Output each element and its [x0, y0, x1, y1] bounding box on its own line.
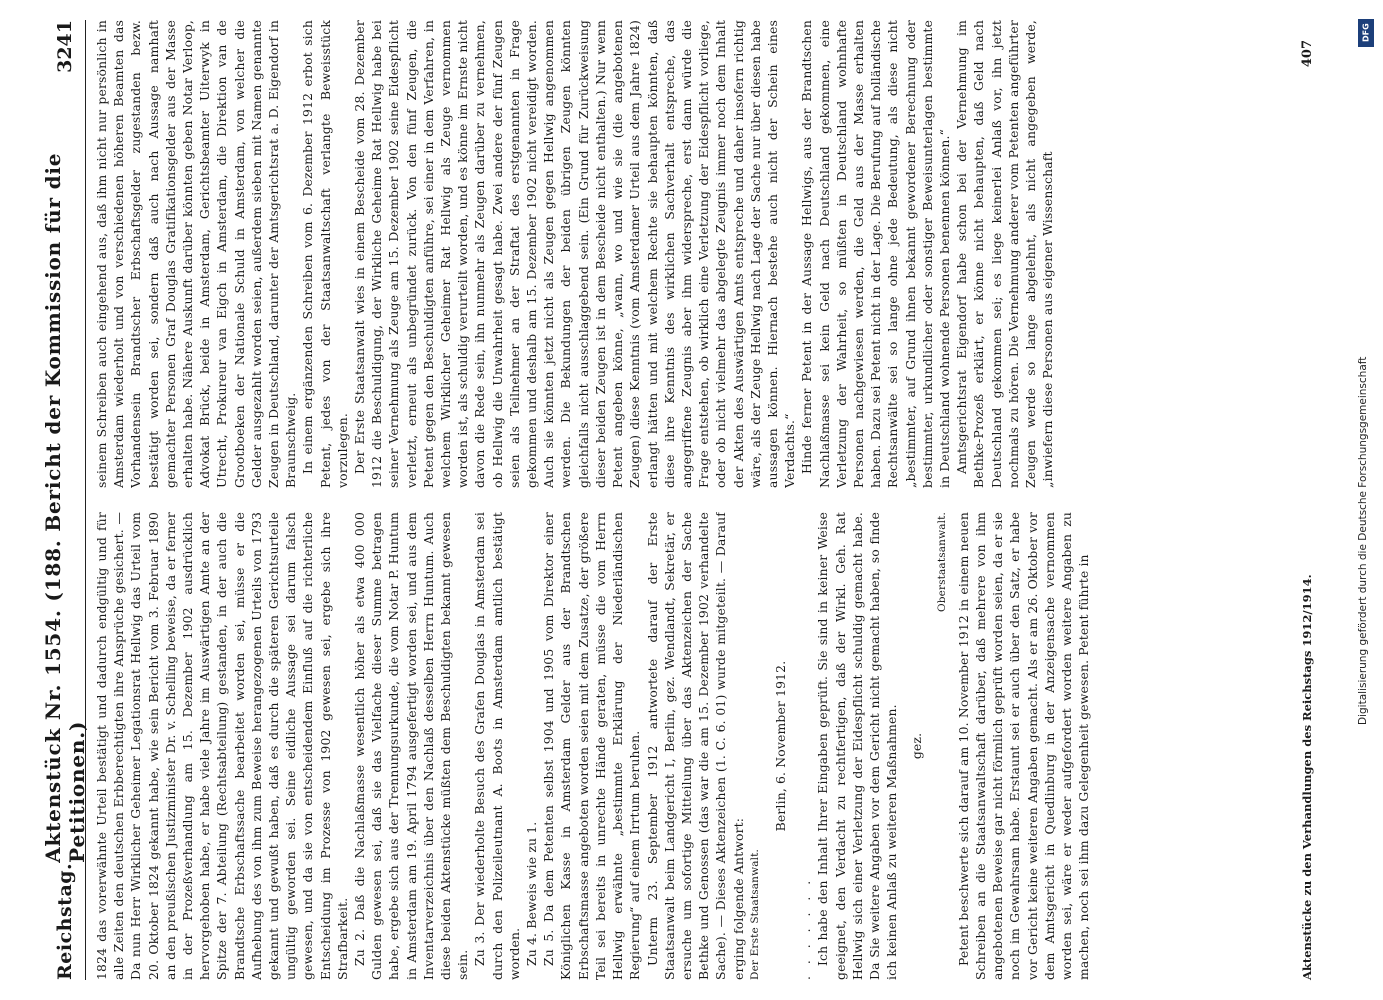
footer-source: Aktenstücke zu den Verhandlungen des Reichstags 1912/1914.: [1300, 574, 1314, 980]
paragraph: Zu 4. Beweis wie zu 1.: [524, 821, 540, 966]
page-footer: [1295, 20, 1319, 980]
dfg-logo: DFG: [1358, 19, 1374, 47]
paragraph: Amtsgerichtsrat Eigendorf habe schon bei der Vernehmung im Bethke-Prozeß erklärt, er könne nicht behaupten, daß Geld nach Deutschland gekommen sei; es liege keinerlei Anlaß vor, ihn jetzt nochmals zu hören. Die Vernehmung anderer vom Petenten angeführter Zeugen werde so lange abgelehnt, als nicht angegeben werde, „inwiefern diese Personen aus eigener Wissenschaft: [954, 20, 1056, 488]
page-header: [41, 20, 89, 980]
signature: Oberstaatsanwalt.: [935, 512, 948, 613]
gez-line: gez.: [909, 732, 925, 760]
paragraph: seinem Schreiben auch eingehend aus, daß ihm nicht nur persönlich in Amsterdam wiederholt und von verschiedenen höheren Beamten das Vorhandensein Brandtscher Erbschaftsgelder zugestanden bezw. bestätigt worden sei, sondern daß auch nach Aussage namhaft gemachter Personen Graf Douglas Gratifikationsgelder aus der Masse erhalten habe. Nähere Auskunft darüber könnten geben Notar Verloop, Advokat Brück, beide in Amsterdam, Gerichtsbeamter Uiterwyk in Utrecht, Prokureur van Eigch in Amsterdam, die Direktion van de Grootboeken der Nationale Schuld in Amsterdam, von welcher die Gelder ausgezahlt worden seien, außerdem sieben mit Namen genannte Zeugen in Deutschland, darunter der Amtsgerichtsrat a. D. Eigendorf in Braunschweig.: [94, 20, 299, 488]
digitization-credit: Digitalisierung gefördert durch die Deutsche Forschungsgemeinschaft: [1357, 356, 1369, 725]
paragraph: In einem ergänzenden Schreiben vom 6. Dezember 1912 erbot sich Petent, jedes von der Staatsanwaltschaft verlangte Beweisstück vorzulegen.: [300, 20, 350, 488]
paragraph: Hinde ferner Petent in der Aussage Hellwigs, aus der Brandtschen Nachlaßmasse sei kein Geld nach Deutschland gekommen, eine Verletzung der Wahrheit, so müßten in Deutschland wohnhafte Personen nachgewiesen werden, die Geld aus der Masse erhalten haben. Dazu sei Petent nicht in der Lage. Die Berufung auf holländische Rechtsanwälte sei so lange ohne jede Bedeutung, als diese nicht „bestimmter, auf Grund ihnen bekannt gewordener Berechnung oder bestimmter, urkundlicher oder sonstiger Beweisunterlagen bestimmte in Deutschland wohnende Personen benennen können.“: [799, 20, 952, 488]
right-column: [93, 20, 1283, 488]
sender-line: Der Erste Staatsanwalt.: [748, 848, 761, 980]
header-title: Aktenstück Nr. 1554. (188. Bericht der Kommission für die Petitionen.): [41, 152, 89, 863]
rotated-page: [41, 20, 1335, 980]
paragraph: Unterm 23. September 1912 antwortete darauf der Erste Staatsanwalt beim Landgericht I, Berlin, gez. Wendlandt, Sekretär, er ersuche um sofortige Mitteilung über das Aktenzeichen der Sache Bethke und Genossen (das war die am 15. Dezember 1902 verhandelte Sache). — Dieses Aktenzeichen (1. C. 6. 01) wurde mitgeteilt. — Darauf erging folgende Antwort:: [644, 512, 746, 980]
paragraph: Zu 2. Daß die Nachlaßmasse wesentlich höher als etwa 400 000 Gulden gewesen sei, daß sie das Vielfache dieser Summe betragen habe, ergebe sich aus der Trennungsurkunde, die vom Notar P. Huntum in Amsterdam am 19. April 1794 ausgefertigt worden sei, und aus dem Inventarverzeichnis über den Nachlaß desselben Herrn Huntum. Auch diese beiden Aktenstücke müßten dem Beschuldigten bekannt gewesen sein.: [352, 512, 471, 980]
paragraph: Der Erste Staatsanwalt wies in einem Bescheide vom 28. Dezember 1912 die Beschuldigung, der Wirkliche Geheime Rat Hellwig habe bei seiner Vernehmung als Zeuge am 15. Dezember 1902 seine Eidespflicht verletzt, erneut als unbegründet zurück. Von den fünf Zeugen, die Petent gegen den Beschuldigten anführe, sei einer in dem Verfahren, in welchem Wirklicher Geheimer Rat Hellwig als Zeuge vernommen worden ist, als schuldig verurteilt worden, und es könne im Ernste nicht davon die Rede sein, ihn nunmehr als Zeugen darüber zu vernehmen, ob Hellwig die Unwahrheit gesagt habe. Zwei andere der fünf Zeugen seien als Teilnehmer an der Straftat des erstgenannten in Frage gekommen und deshalb am 15. Dezember 1902 nicht vereidigt worden. Auch sie könnten jetzt nicht als Zeugen gegen Hellwig angenommen werden. Die Bekundungen der beiden übrigen Zeugen könnten gleichfalls nicht ausschlaggebend sein. (Ein Grund für Zurückweisung dieser beiden Zeugen ist in dem Bescheide nicht enthalten.) Nur wenn Petent angeben könne, „wann, wo und wie sie (die angebotenen Zeugen) diese Kenntnis (vom Amsterdamer Urteil aus dem Jahre 1824) erlangt hätten und mit welchem Rechte sie behaupten könnten, daß diese ihre Kenntnis des wirklichen Sachverhalt entspreche, das angegriffene Zeugnis aber ihm widerspreche, erst dann würde die Frage entstehen, ob wirklich eine Verletzung der Eidespflicht vorliege, oder ob nicht vielmehr das abgelegte Zeugnis immer noch dem Inhalt der Akten des Auswärtigen Amts entspreche und daher insofern richtig wäre, als der Zeuge Hellwig nach Lage der Sache nur über diesen habe aussagen können. Hiernach bestehe auch nicht der Schein eines Verdachts.“: [352, 20, 798, 488]
paragraph: Zu 5. Da dem Petenten selbst 1904 und 1905 vom Direktor einer Königlichen Kasse in Amsterdam Gelder aus der Brandtschen Erbschaftsmasse angeboten worden seien mit dem Zusatze, der größere Teil sei bereits in unrechte Hände geraten, müsse die vom Herrn Hellwig erwähnte „bestimmte Erklärung der Niederländischen Regierung“ auf einem Irrtum beruhen.: [541, 512, 643, 980]
paragraph: 1824 das vorerwähnte Urteil bestätigt und dadurch endgültig und für alle Zeiten den deutschen Erbberechtigten ihre Ansprüche gesichert. — Da nun Herr Wirklicher Geheimer Legationsrat Hellwig das Urteil vom 20. Oktober 1824 gekannt habe, wie sein Bericht vom 3. Februar 1890 an den preußischen Justizminister Dr. v. Schelling beweise, da er ferner in der Prozeßverhandlung am 15. Dezember 1902 ausdrücklich hervorgehoben habe, er habe viele Jahre im Auswärtigen Amte an der Spitze der 7. Abteilung (Rechtsabteilung) gestanden, in der auch die Brandtsche Erbschaftssache bearbeitet worden sei, müsse er die Aufhebung des von ihm zum Beweise herangezogenen Urteils von 1793 gekannt und gewußt haben, daß es durch die späteren Gerichtsurteile ungültig geworden sei. Seine eidliche Aussage sei darum falsch gewesen, und da sie von entscheidendem Einfluß auf die richterliche Entscheidung im Prozesse von 1902 gewesen sei, ergebe sich ihre Strafbarkeit.: [94, 512, 350, 980]
place-date: Berlin, 6. November 1912.: [772, 660, 788, 832]
paragraph: Zu 3. Der wiederholte Besuch des Grafen Douglas in Amsterdam sei durch den Polizeileutnant A. Boots in Amsterdam amtlich bestätigt worden.: [472, 512, 522, 980]
ellipsis-line: . . . . . . .: [798, 876, 814, 980]
digitization-sidebar: [1355, 15, 1381, 985]
header-left: Reichstag.: [54, 862, 76, 980]
text-columns: [93, 20, 1283, 980]
paragraph: Ich habe den Inhalt Ihrer Eingaben geprüft. Sie sind in keiner Weise geeignet, den Verdacht zu rechtfertigen, daß der Wirkl. Geh. Rat Hellwig sich einer Verletzung der Eidespflicht schuldig gemacht habe. Da Sie weitere Angaben vor dem Gericht nicht gemacht haben, so finde ich keinen Anlaß zu weiteren Maßnahmen.: [815, 512, 900, 980]
footer-page-number: 407: [1299, 40, 1315, 68]
left-column: [93, 512, 1283, 980]
header-page-number: 3241: [54, 20, 76, 73]
paragraph: Petent beschwerte sich darauf am 10. November 1912 in einem neuen Schreiben an die Staatsanwaltschaft darüber, daß mehrere von ihm angebotenen Beweise gar nicht förmlich geprüft worden seien, da er sie noch im Gewahrsam habe. Erstaunt sei er auch über den Satz, er habe vor Gericht keine weiteren Angaben gemacht. Als er am 26. Oktober vor dem Amtsgericht in Quedlinburg in der Anzeigensache vernommen worden sei, wäre er weder aufgefordert worden weitere Angaben zu machen, noch sei ihm dazu Gelegenheit gewesen. Petent führte in: [955, 512, 1092, 980]
